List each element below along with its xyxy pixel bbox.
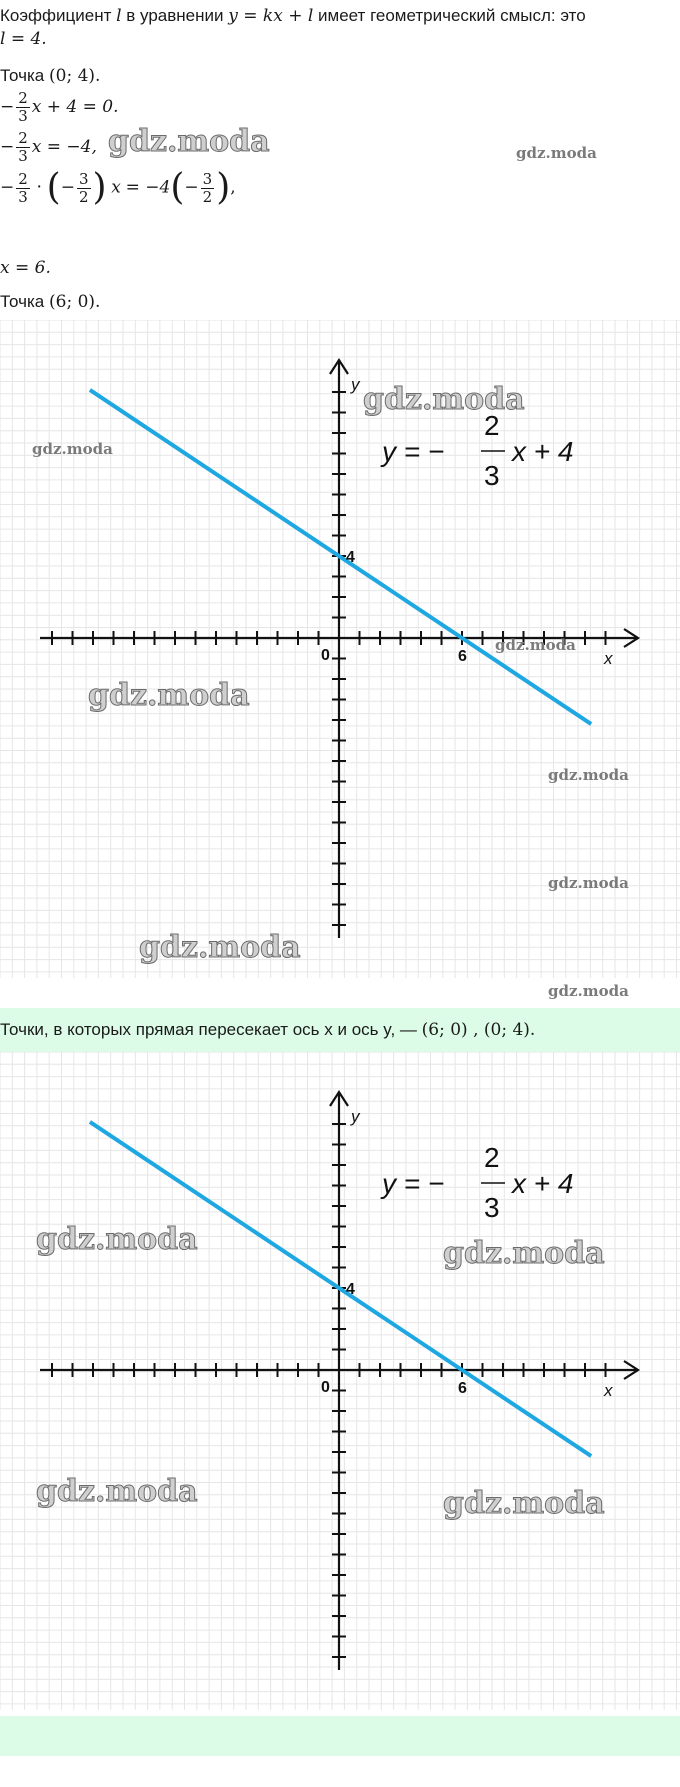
watermark-logo: gdz.moda (32, 440, 113, 458)
x-intercept-label: 6 (458, 648, 467, 665)
point2-line (0, 292, 100, 312)
equation-rhs: x + 4 (512, 1168, 574, 1199)
watermark-logo: gdz.moda (443, 1236, 605, 1271)
watermark-logo: gdz.moda (363, 382, 525, 417)
step3-den1: 3 (18, 187, 28, 206)
step3-num1: 2 (18, 169, 28, 188)
conclusion-text: Точки, в которых прямая пересекает ось x и ось y, — (0, 1020, 417, 1039)
step1-den: 3 (18, 107, 28, 125)
step3-num3: 3 (202, 169, 213, 188)
origin-label: 0 (321, 647, 330, 664)
watermark-logo: gdz.moda (548, 982, 629, 1000)
step3-mid-sign-2: − (184, 177, 199, 198)
step3-sign: − (0, 177, 15, 198)
step1-line (0, 90, 119, 125)
step2-rest: x = −4, (31, 136, 97, 157)
step2-line (0, 130, 97, 165)
intro-line (0, 6, 586, 26)
watermark-logo: gdz.moda (139, 930, 301, 965)
coordinate-graph-2 (0, 1052, 680, 1710)
step3-fraction-1 (16, 171, 30, 206)
watermark-logo: gdz.moda (516, 144, 597, 162)
watermark-logo: gdz.moda (548, 874, 629, 892)
step1-num: 2 (18, 89, 28, 107)
intro-result: l = 4. (0, 29, 47, 49)
step3-x: x (111, 177, 121, 198)
step3-dot: · (36, 177, 42, 198)
graph-equation (380, 1142, 573, 1223)
point2-label: Точка (0, 292, 45, 311)
x-axis-label: x (604, 1381, 613, 1400)
intro-var-l: l (116, 6, 122, 26)
watermark-logo: gdz.moda (36, 1474, 198, 1509)
step3-eq: = −4 (125, 177, 171, 198)
y-axis-label: y (351, 375, 360, 394)
equation-denominator: 3 (484, 1192, 500, 1223)
bottom-band (0, 1716, 680, 1756)
equation-denominator: 3 (484, 460, 500, 491)
step2-den: 3 (18, 147, 28, 165)
watermark-logo: gdz.moda (36, 1222, 198, 1257)
intro-text-1: Коэффициент (0, 6, 112, 25)
graph-equation (380, 410, 573, 491)
intro-text-3: имеет геометрический смысл: это (318, 6, 586, 25)
watermark-logo: gdz.moda (443, 1486, 605, 1521)
step3-num2: 3 (78, 169, 89, 188)
step3-den3: 2 (202, 187, 213, 206)
conclusion-points: (6; 0) , (0; 4). (421, 1020, 536, 1040)
origin-label: 0 (321, 1379, 330, 1396)
graph-panel-2 (0, 1052, 680, 1710)
intro-equation: y = kx + l (228, 6, 314, 26)
intro-text-2: в уравнении (126, 6, 224, 25)
watermark-logo: gdz.moda (108, 124, 270, 159)
step3-line (0, 167, 236, 208)
watermark-logo: gdz.moda (88, 678, 250, 713)
point1-label: Точка (0, 66, 45, 85)
step1-fraction (16, 90, 30, 125)
graph-panel-1 (0, 320, 680, 978)
point1-line (0, 66, 100, 86)
step3-paren-close: ) (92, 167, 107, 208)
step3-end: , (230, 177, 236, 198)
step1-sign: − (0, 96, 15, 117)
y-intercept-label: 4 (346, 1281, 355, 1298)
conclusion-band (0, 1008, 680, 1052)
step1-rest: x + 4 = 0. (31, 96, 119, 117)
step3-fraction-3 (201, 171, 215, 206)
step3-fraction-2 (77, 171, 91, 206)
equation-lhs: y = − (382, 1168, 445, 1199)
equation-numerator: 2 (484, 1142, 500, 1173)
point1-value: (0; 4). (49, 66, 101, 86)
step3-paren-open: ( (46, 167, 61, 208)
x-axis-label: x (604, 649, 613, 668)
step2-fraction (16, 130, 30, 165)
step2-sign: − (0, 136, 15, 157)
y-axis-label: y (351, 1107, 360, 1126)
step4-line: x = 6. (0, 258, 51, 278)
equation-numerator: 2 (484, 410, 500, 441)
x-intercept-label: 6 (458, 1380, 467, 1397)
point2-value: (6; 0). (49, 292, 101, 312)
step3-paren-close-2: ) (216, 167, 231, 208)
watermark-logo: gdz.moda (548, 766, 629, 784)
y-intercept-label: 4 (346, 549, 355, 566)
step3-mid-sign: − (60, 177, 75, 198)
equation-lhs: y = − (382, 436, 445, 467)
watermark-logo: gdz.moda (495, 636, 576, 654)
step3-paren-open-2: ( (170, 167, 185, 208)
equation-rhs: x + 4 (512, 436, 574, 467)
conclusion-line (0, 1020, 535, 1040)
step3-den2: 2 (78, 187, 89, 206)
step2-num: 2 (18, 129, 28, 147)
